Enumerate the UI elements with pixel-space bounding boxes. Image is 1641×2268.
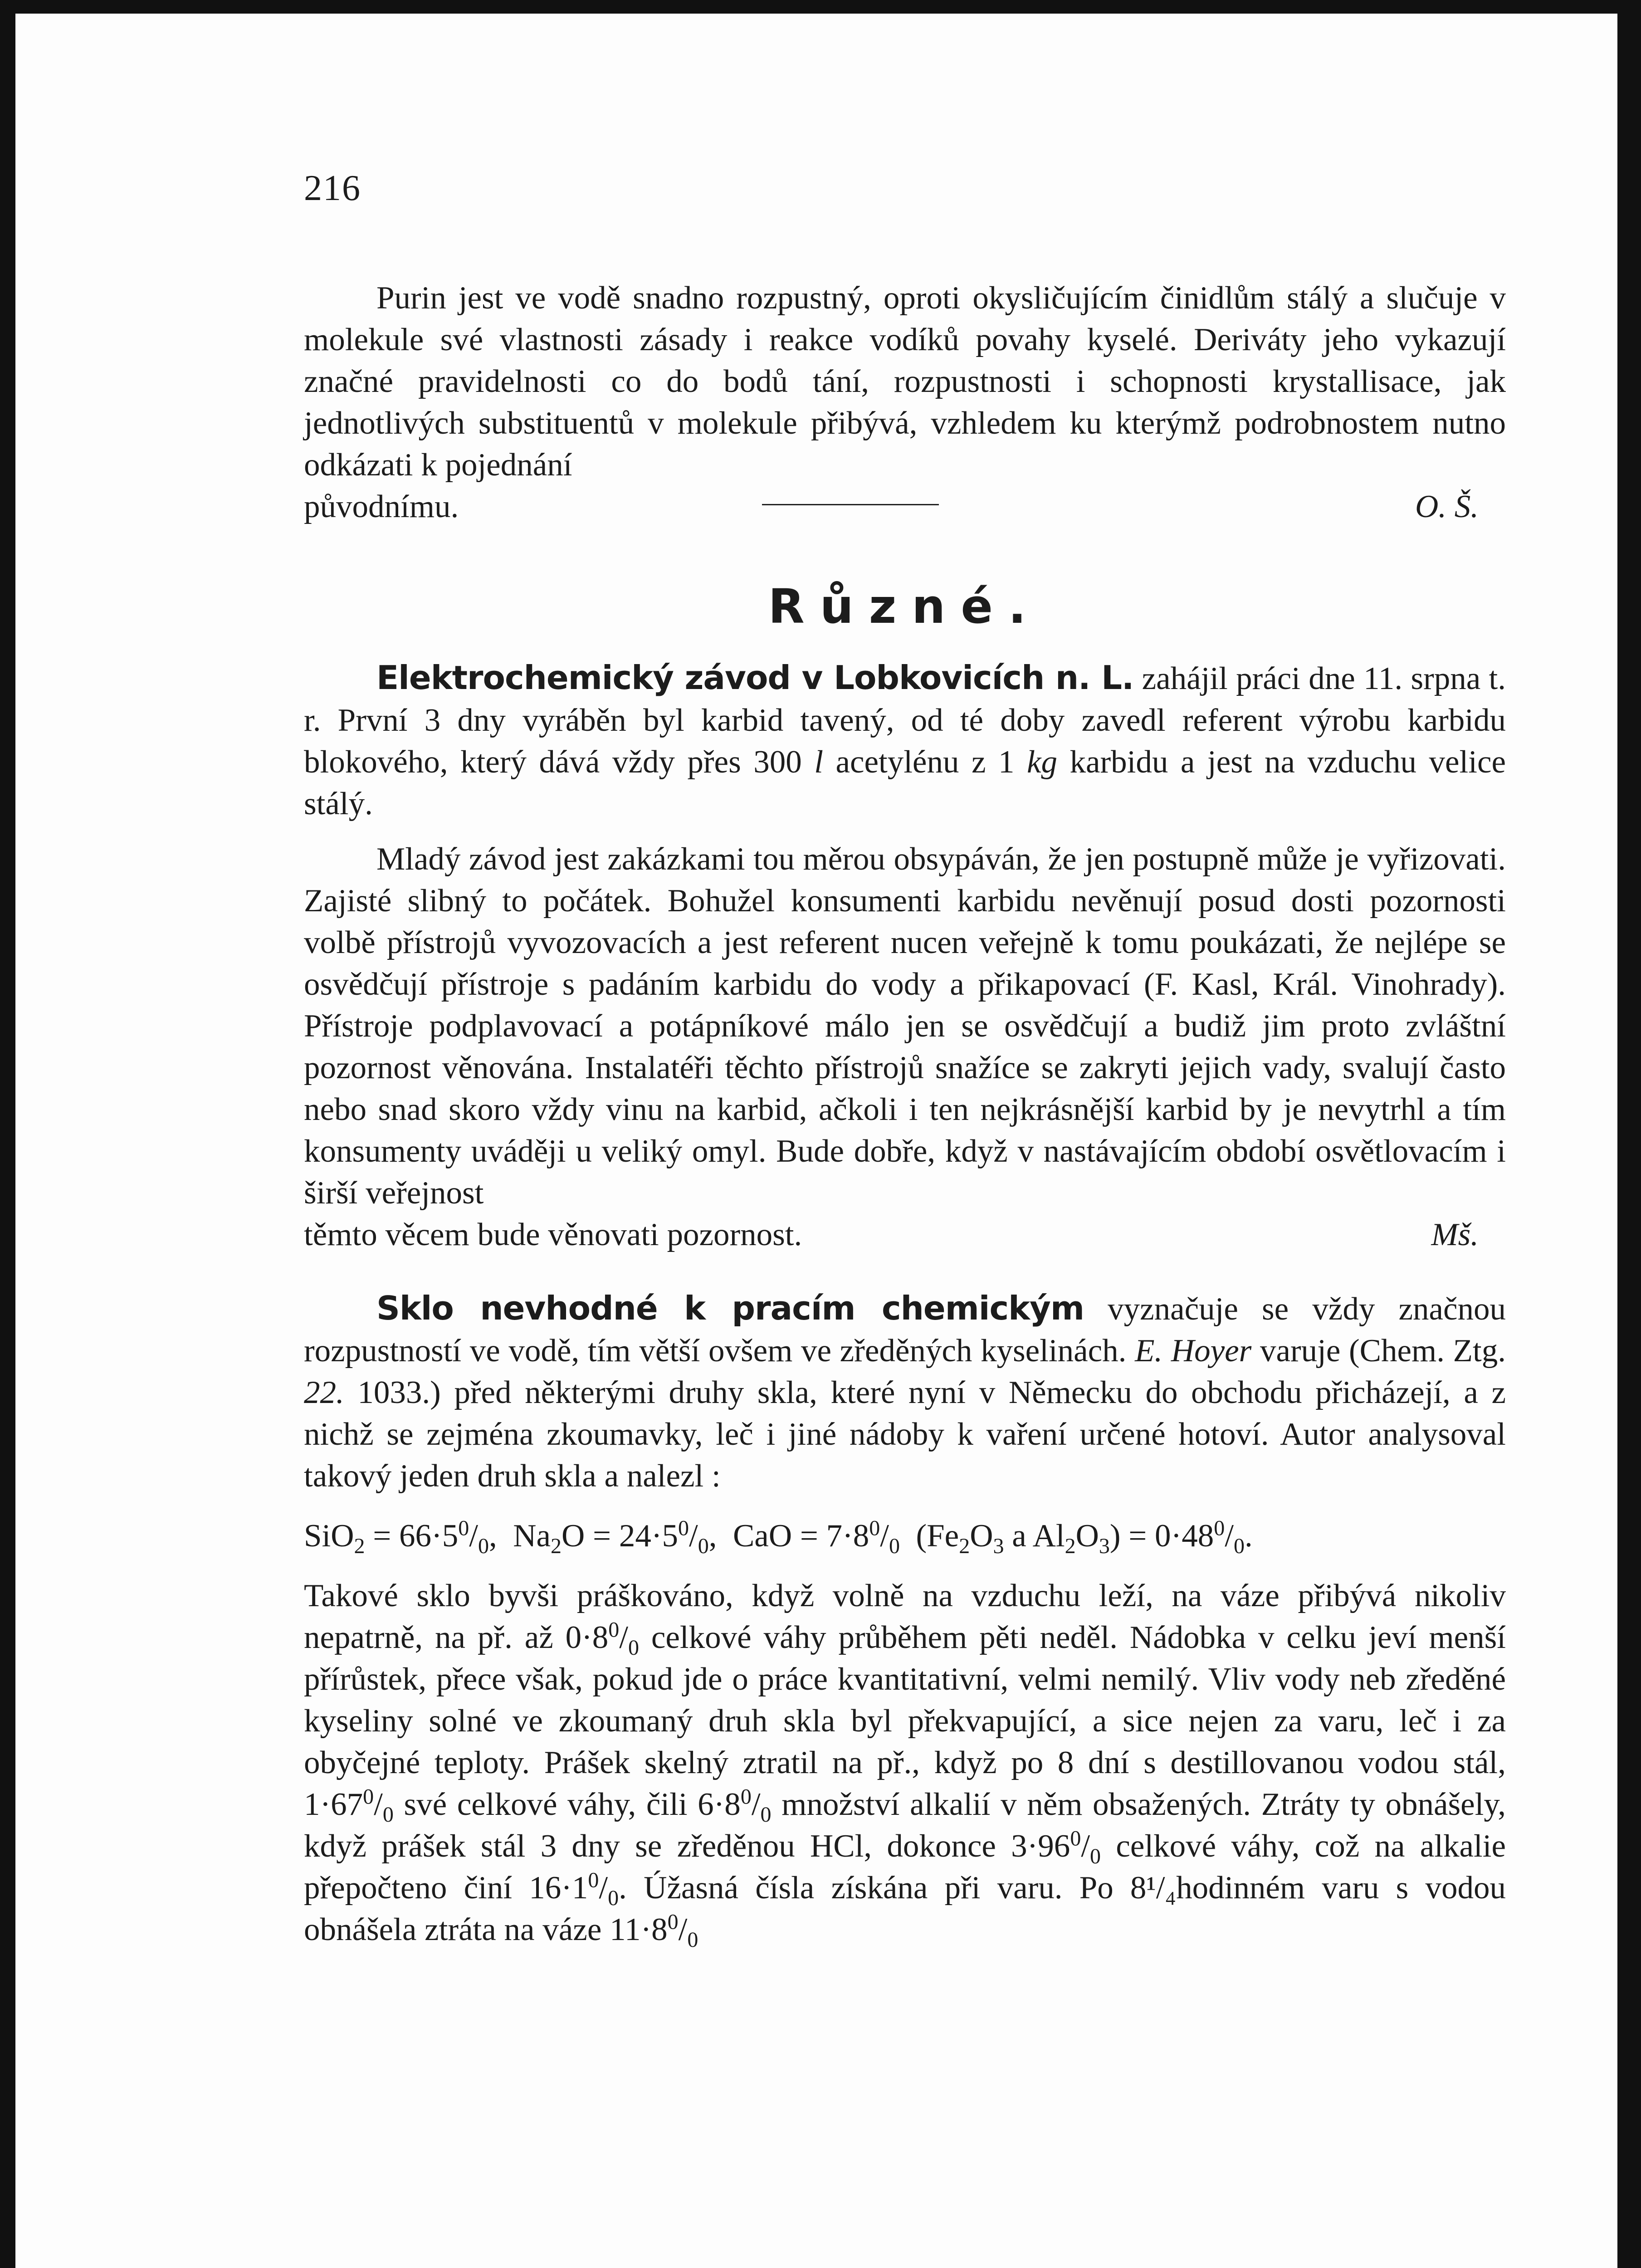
elektro-p1-text: zahájil práci dne 11. srpna t. r. První 3 dny vyráběn byl karbid tavený, od té doby zavedl referent výrobu karbidu blokového, který dává vždy přes 300 (304, 661, 1506, 780)
elektro-signature: Mš. (1431, 1217, 1479, 1252)
elektro-paragraph-1 (304, 657, 1506, 825)
purin-last-line: původnímu. (304, 489, 459, 524)
sklo-paragraph-1 (304, 1287, 1506, 1497)
sklo-lead: Sklo nevhodné k pracím chemickým (376, 1289, 1084, 1327)
sklo-p2-e: celkové váhy, což na alkalie přepočteno činí 16·1 (304, 1828, 1506, 1906)
document-page (304, 168, 1506, 1950)
elektro-signature-line (304, 1214, 1506, 1256)
elektro-p1-mid: acetylénu z 1 (835, 744, 1015, 780)
purin-paragraph: Purin jest ve vodě snadno rozpustný, oproti okysličujícím činidlům stálý a slučuje v molekule své vlastnosti zásady i reakce vodíků povahy kyselé. Deriváty jeho vykazují značné pravidelnosti co do bodů tání, rozpustnosti i schopnosti krystallisace, jak jednotlivých substituentů v molekule přibývá, vzhledem ku kterýmž podrobnostem nutno odkázati k pojednání (304, 280, 1506, 483)
sklo-p2-c: své celkové váhy, čili 6·8 (404, 1787, 741, 1822)
elektro-lead: Elektrochemický závod v Lobkovicích n. L. (376, 659, 1134, 697)
elektro-p1-end: karbidu a jest na vzduchu velice stálý. (304, 744, 1506, 821)
formula-sio2: 66·5 (399, 1518, 459, 1554)
formula-na2o: 24·5 (619, 1518, 678, 1554)
elektro-paragraph-2: Mladý závod jest zakázkami tou měrou obsypáván, že jen postupně může je vyřizovati. Zajisté slibný to počátek. Bohužel konsumenti karbidu nevěnují posud dosti pozornosti volbě přístrojů vyvozovacích a jest referent nucen veřejně k tomu poukázati, že nejlépe se osvědčují přístroje s padáním karbidu do vody a přikapovací (F. Kasl, Král. Vinohrady). Přístroje podplavovací a potápníkové málo jen se osvědčují a budiž jim proto zvláštní pozornost věnována. Instalatéři těchto přístrojů snažíce se zakryti jejich vady, svalují často nebo snad skoro vždy vinu na karbid, ačkoli i ten nejkrásnější karbid by je nevytrhl a tím konsumenty uváději u veliký omyl. Bude dobře, když v nastávajícím období osvětlovacím i širší veřejnost (304, 841, 1506, 1211)
sklo-p2-f: Úžasná čísla získána při varu. Po 8¹/₄hodinném varu s vodou obnášela ztráta na váze 11·8 (304, 1870, 1506, 1947)
sklo-p2-b: celkové váhy průběhem pěti neděl. Nádobka v celku jeví menší přírůstek, přece však, pokud jde o práce kvantitativní, velmi nemilý. Vliv vody neb zředěné kyseliny solné ve zkoumaný druh skla byl překvapující, a sice nejen za varu, leč i za obyčejné teploty. Prášek skelný ztratil na př., když po 8 dní s destillovanou vodou stál, 1·67 (304, 1620, 1506, 1822)
separator-rule (762, 504, 939, 505)
sklo-author: E. Hoyer (1135, 1333, 1252, 1369)
formula-fe-al: 0·48 (1155, 1518, 1214, 1554)
page-number: 216 (304, 168, 361, 208)
purin-signature-line (304, 486, 1506, 528)
sklo-p1-b: varuje (Chem. Ztg. (1260, 1333, 1506, 1369)
elektro-unit-l: l (814, 744, 823, 780)
sklo-p2-d: množství alkalií v něm obsažených. Ztráty ty obnášely, když prášek stál 3 dny se zředěnou HCl, dokonce 3·96 (304, 1787, 1506, 1864)
elektro-unit-kg: kg (1026, 744, 1057, 780)
sklo-volume: 22. (304, 1375, 344, 1410)
sklo-p1-a: vyznačuje se vždy značnou rozpustností ve vodě, tím větší ovšem ve zředěných kyselinách. (304, 1291, 1506, 1369)
section-title: Různé. (768, 579, 1042, 634)
purin-signature: O. Š. (1415, 489, 1479, 524)
elektro-last-line: těmto věcem bude věnovati pozornost. (304, 1217, 802, 1252)
glass-composition-formula: $SiO_2 = 66\cdot 5^0/_0$, $Na_2O = 24\cdot 5^0/_0$, CaO = $7\cdot 8^0/_0$ ($Fe_2O_3$ a $Al_2O_3) = 0\cdot 48^0/_0$. (304, 1516, 1253, 1559)
formula-cao: 7·8 (826, 1518, 869, 1554)
sklo-p1-c: 1033.) před některými druhy skla, které nyní v Německu do obchodu přicházejí, a z nichž se zejména zkoumavky, leč i jiné nádoby k vaření určené hotoví. Autor analysoval takový jeden druh skla a nalezl : (304, 1375, 1506, 1494)
sklo-paragraph-2: Takové sklo byvši práškováno, když volně na vzduchu leží, na váze přibývá nikoliv nepatrně, na př. až $0\cdot 8^0/_0$ celkové váhy průběhem pěti neděl. Nádobka v celku jeví menší přírůstek, přece však, pokud jde o práce kvantitativní, velmi nemilý. Vliv vody neb zředěné kyseliny solné ve zkoumaný druh skla byl překvapující, a sice nejen za varu, leč i za obyčejné teploty. Prášek skelný ztratil na př., když po 8 dní s destillovanou vodou stál, $1\cdot 67^0/_0$ své celkové váhy, čili $6\cdot 8^0/_0$ množství alkalií v něm obsažených. Ztráty ty obnášely, když prášek stál 3 dny se zředěnou HCl, dokonce $3\cdot 96^0/_0$ celkové váhy, což na alkalie přepočteno činí $16\cdot 1^0/_0$. Úžasná čísla získána při varu. Po 8¹/₄hodinném varu s vodou obnášela ztráta na váze $11\cdot 8^0/_0$ (304, 1578, 1506, 1952)
sklo-p2-a: Takové sklo byvši práškováno, když volně na vzduchu leží, na váze přibývá nikoliv nepatrně, na př. až 0·8 (304, 1578, 1506, 1655)
formula-conjunction: a (1012, 1518, 1026, 1554)
